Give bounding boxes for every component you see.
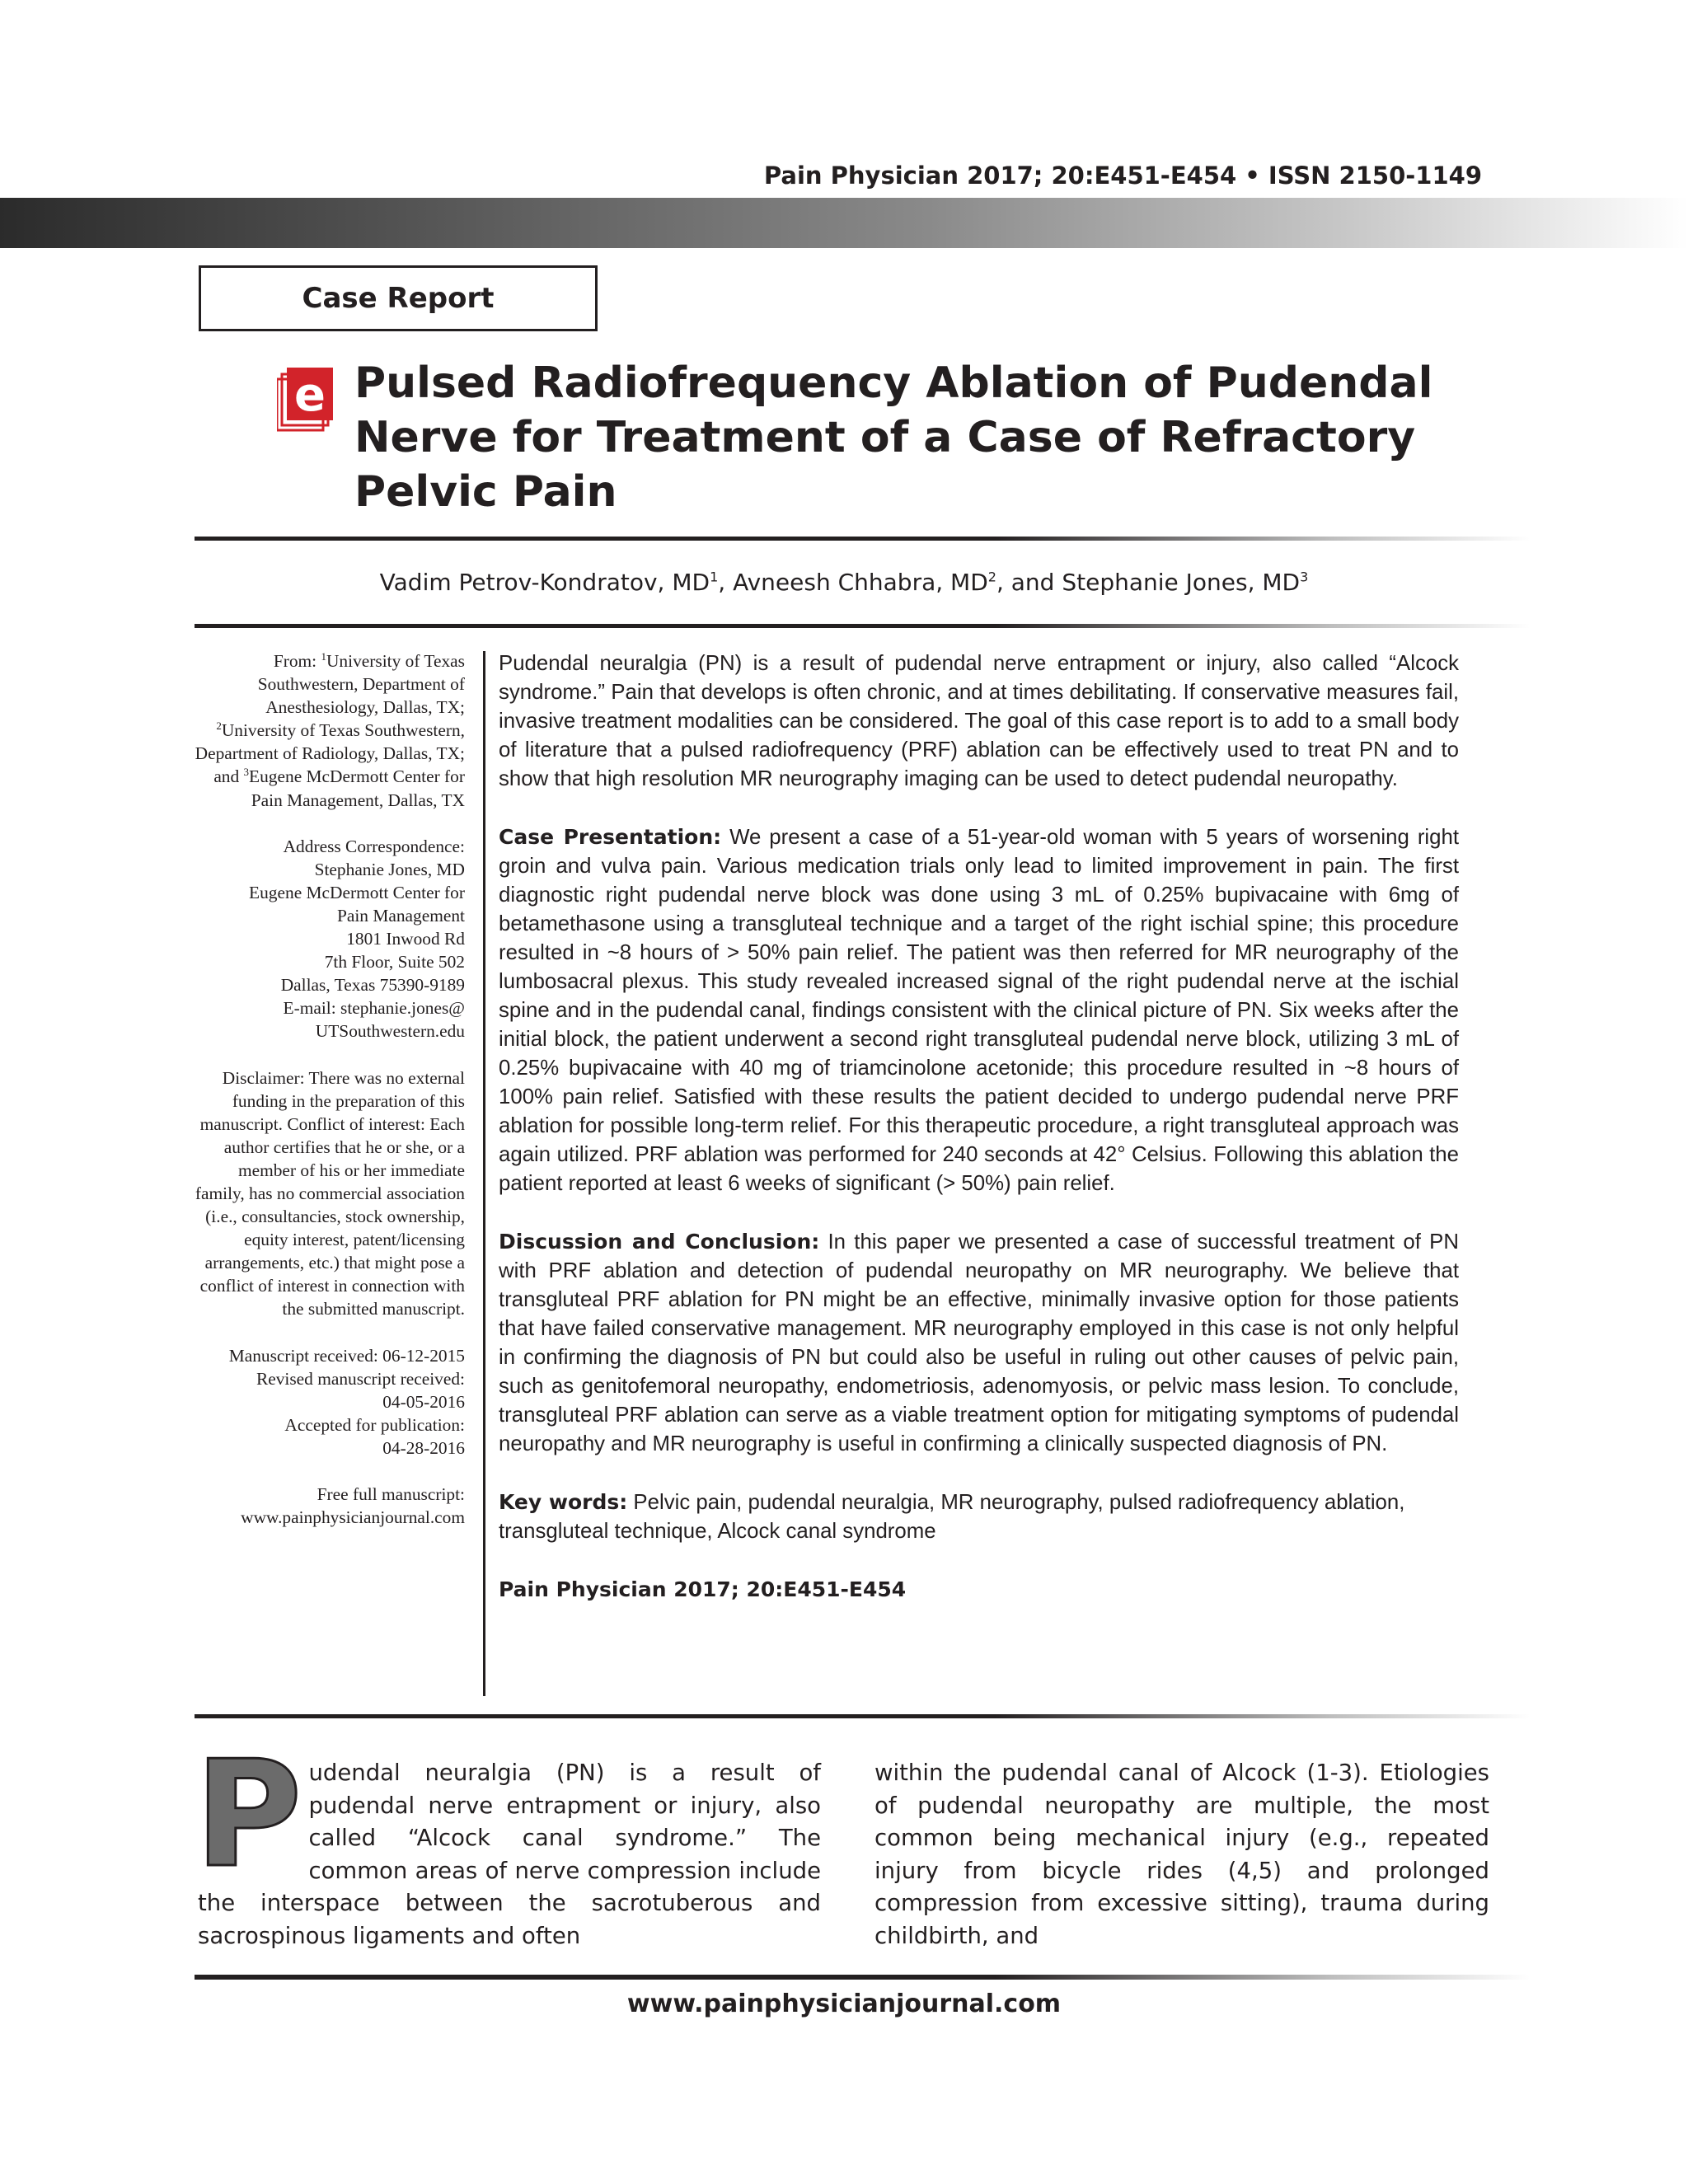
correspondence-address: [195, 835, 465, 1043]
author-list: [0, 569, 1688, 596]
date-line: Revised manuscript received:: [256, 1368, 465, 1389]
free-manuscript-url[interactable]: www.painphysicianjournal.com: [241, 1507, 465, 1528]
author-name: Avneesh Chhabra, MD: [733, 569, 988, 596]
body-text: within the pudendal canal of Alcock (1-3). Etiologies of pudendal neuropathy are multiple, the most common being mechanical injury (e.g., repeated injury from bicycle rides (4,5) and prolonged compression from excessive sitting), trauma during childbirth, and: [874, 1760, 1489, 1949]
address-line: Address Correspondence:: [283, 836, 465, 856]
title-rule: [195, 537, 1530, 541]
address-line: Pain Management: [336, 905, 465, 926]
section-heading: Key words:: [499, 1490, 628, 1514]
author-affiliation-mark: 2: [987, 569, 996, 585]
disclaimer: Disclaimer: There was no external funding in the preparation of this manuscript. Conflict of interest: Each author certifies that he or she, or a member of his or her immediate family, has no commercial association (i.e., consultancies, stock ownership, equity interest, patent/licensing arrangements, etc.) that might pose a conflict of interest in connection with the submitted manuscript.: [195, 1067, 465, 1319]
drop-cap: P: [195, 1729, 302, 1900]
footer-url[interactable]: www.painphysicianjournal.com: [626, 1990, 1062, 2018]
epub-e-icon: [277, 368, 335, 434]
affiliation-mark: 3: [243, 766, 250, 779]
abstract-intro: Pudendal neuralgia (PN) is a result of pudendal nerve entrapment or injury, also called “Alcock syndrome.” Pain that develops is often chronic, and at times debilitating. If conservative measures fail, invasive treatment modalities can be considered. The goal of this case report is to add to a small body of literature that a pulsed radiofrequency (PRF) ablation can be effectively used to treat PN and to show that high resolution MR neurography imaging can be used to detect pudendal neuropathy.: [499, 652, 1459, 790]
section-text: We present a case of a 51-year-old woman with 5 years of worsening right groin and vulva pain. Various medication trials only lead to limited improvement in pain. The first diagnostic right pudendal nerve block was done using 3 mL of 0.25% bupivacaine with 6mg of betamethasone using a transgluteal technique and a target of the right ischial spine; this procedure resulted in ~8 hours of > 50% pain relief. The patient was then referred for MR neurography of the lumbosacral plexus. This study revealed increased signal of the right pudendal nerve at the ischial spine and in the pudendal canal, findings consistent with the clinical picture of PN. Six weeks after the initial block, the patient underwent a second right transgluteal pudendal nerve block, utilizing 3 mL of 0.25% bupivacaine with 40 mg of triamcinolone acetonide; this procedure resulted in ~8 hours of 100% pain relief. Satisfied with these results the patient decided to undergo pudendal nerve PRF ablation for possible long-term relief. For this therapeutic procedure, a right transgluteal approach was again utilized. PRF ablation was performed for 240 seconds at 42° Celsius. Following this ablation the patient reported at least 6 weeks of significant (> 50%) pain relief.: [499, 826, 1459, 1195]
author-separator: , and: [996, 569, 1062, 596]
section-heading: Discussion and Conclusion:: [499, 1230, 820, 1254]
author-name: Vadim Petrov-Kondratov, MD: [379, 569, 710, 596]
footer-rule: [195, 1975, 1530, 1980]
body-column-left: [195, 1729, 821, 1952]
address-line: E-mail: stephanie.jones@: [283, 998, 465, 1019]
section-heading: Case Presentation:: [499, 825, 722, 849]
abstract: [499, 649, 1459, 1633]
date-line: Manuscript received: 06-12-2015: [228, 1345, 465, 1366]
abstract-keywords: [499, 1488, 1459, 1546]
logo-letter: e: [294, 368, 326, 422]
author-name: Stephanie Jones, MD: [1062, 569, 1301, 596]
sidebar-divider: [483, 651, 485, 1696]
affiliation-mark: 2: [216, 719, 222, 733]
affiliation-text: University of Texas Southwestern, Department of Anesthesiology, Dallas, TX;: [257, 651, 465, 718]
address-line: Eugene McDermott Center for: [249, 882, 465, 902]
address-line: 7th Floor, Suite 502: [324, 952, 465, 972]
date-line: 04-05-2016: [382, 1391, 465, 1412]
affiliation-text: University of Texas Southwestern, Department of Radiology, Dallas, TX; and: [195, 720, 465, 787]
section-text: Pelvic pain, pudendal neuralgia, MR neurography, pulsed radiofrequency ablation, transgluteal technique, Alcock canal syndrome: [499, 1491, 1405, 1543]
abstract-case-presentation: [499, 823, 1459, 1198]
author-affiliation-mark: 1: [710, 569, 719, 585]
header-gradient-bar: [0, 198, 1688, 248]
body-text: udendal neuralgia (PN) is a result of pudendal nerve entrapment or injury, also called “Alcock canal syndrome.” The common areas of nerve compression include the interspace between the sacrotuberous and sacrospinous ligaments and often: [198, 1760, 821, 1949]
journal-reference: Pain Physician 2017; 20:E451-E454 • ISSN 2150-1149: [763, 162, 1482, 190]
body-column-right: [874, 1757, 1489, 1952]
section-text: In this paper we presented a case of successful treatment of PN with PRF ablation and detection of pudendal neuropathy on MR neurography. We believe that transgluteal PRF ablation for PN might be an effective, minimally invasive option for those patients that have failed conservative management. MR neurography employed in this case is not only helpful in confirming the diagnosis of PN but could also be useful in ruling out other causes of pelvic pain, such as genitofemoral neuropathy, endometriosis, adenomyosis, or pelvic mass lesion. To conclude, transgluteal PRF ablation can serve as a viable treatment option for mitigating symptoms of pudendal neuropathy and MR neurography is useful in confirming a clinically suspected diagnosis of PN.: [499, 1230, 1459, 1455]
address-line: 1801 Inwood Rd: [346, 929, 465, 949]
article-title: Pulsed Radiofrequency Ablation of Pudendal Nerve for Treatment of a Case of Refractory Pelvic Pain: [354, 359, 1433, 517]
date-line: 04-28-2016: [382, 1437, 465, 1458]
address-line: UTSouthwestern.edu: [315, 1021, 465, 1042]
author-separator: ,: [718, 569, 734, 596]
article-sidebar: [195, 649, 465, 1552]
affiliations: [195, 649, 465, 812]
abstract-citation: Pain Physician 2017; 20:E451-E454: [499, 1577, 907, 1601]
address-line: Stephanie Jones, MD: [314, 859, 465, 879]
abstract-rule: [195, 1714, 1530, 1718]
authors-rule: [195, 624, 1530, 628]
address-line: Dallas, Texas 75390-9189: [280, 975, 465, 996]
affiliation-prefix: From:: [273, 651, 321, 671]
abstract-discussion: [499, 1227, 1459, 1459]
article-type-label: Case Report: [302, 282, 495, 315]
article-type-box: [199, 265, 598, 331]
manuscript-dates: [195, 1344, 465, 1460]
affiliation-mark: 1: [321, 649, 326, 663]
affiliation-text: Eugene McDermott Center for Pain Management, Dallas, TX: [249, 766, 465, 810]
date-line: Accepted for publication:: [284, 1414, 465, 1435]
free-manuscript-label: Free full manuscript:: [316, 1484, 465, 1504]
free-manuscript: [195, 1483, 465, 1529]
author-affiliation-mark: 3: [1300, 569, 1309, 585]
